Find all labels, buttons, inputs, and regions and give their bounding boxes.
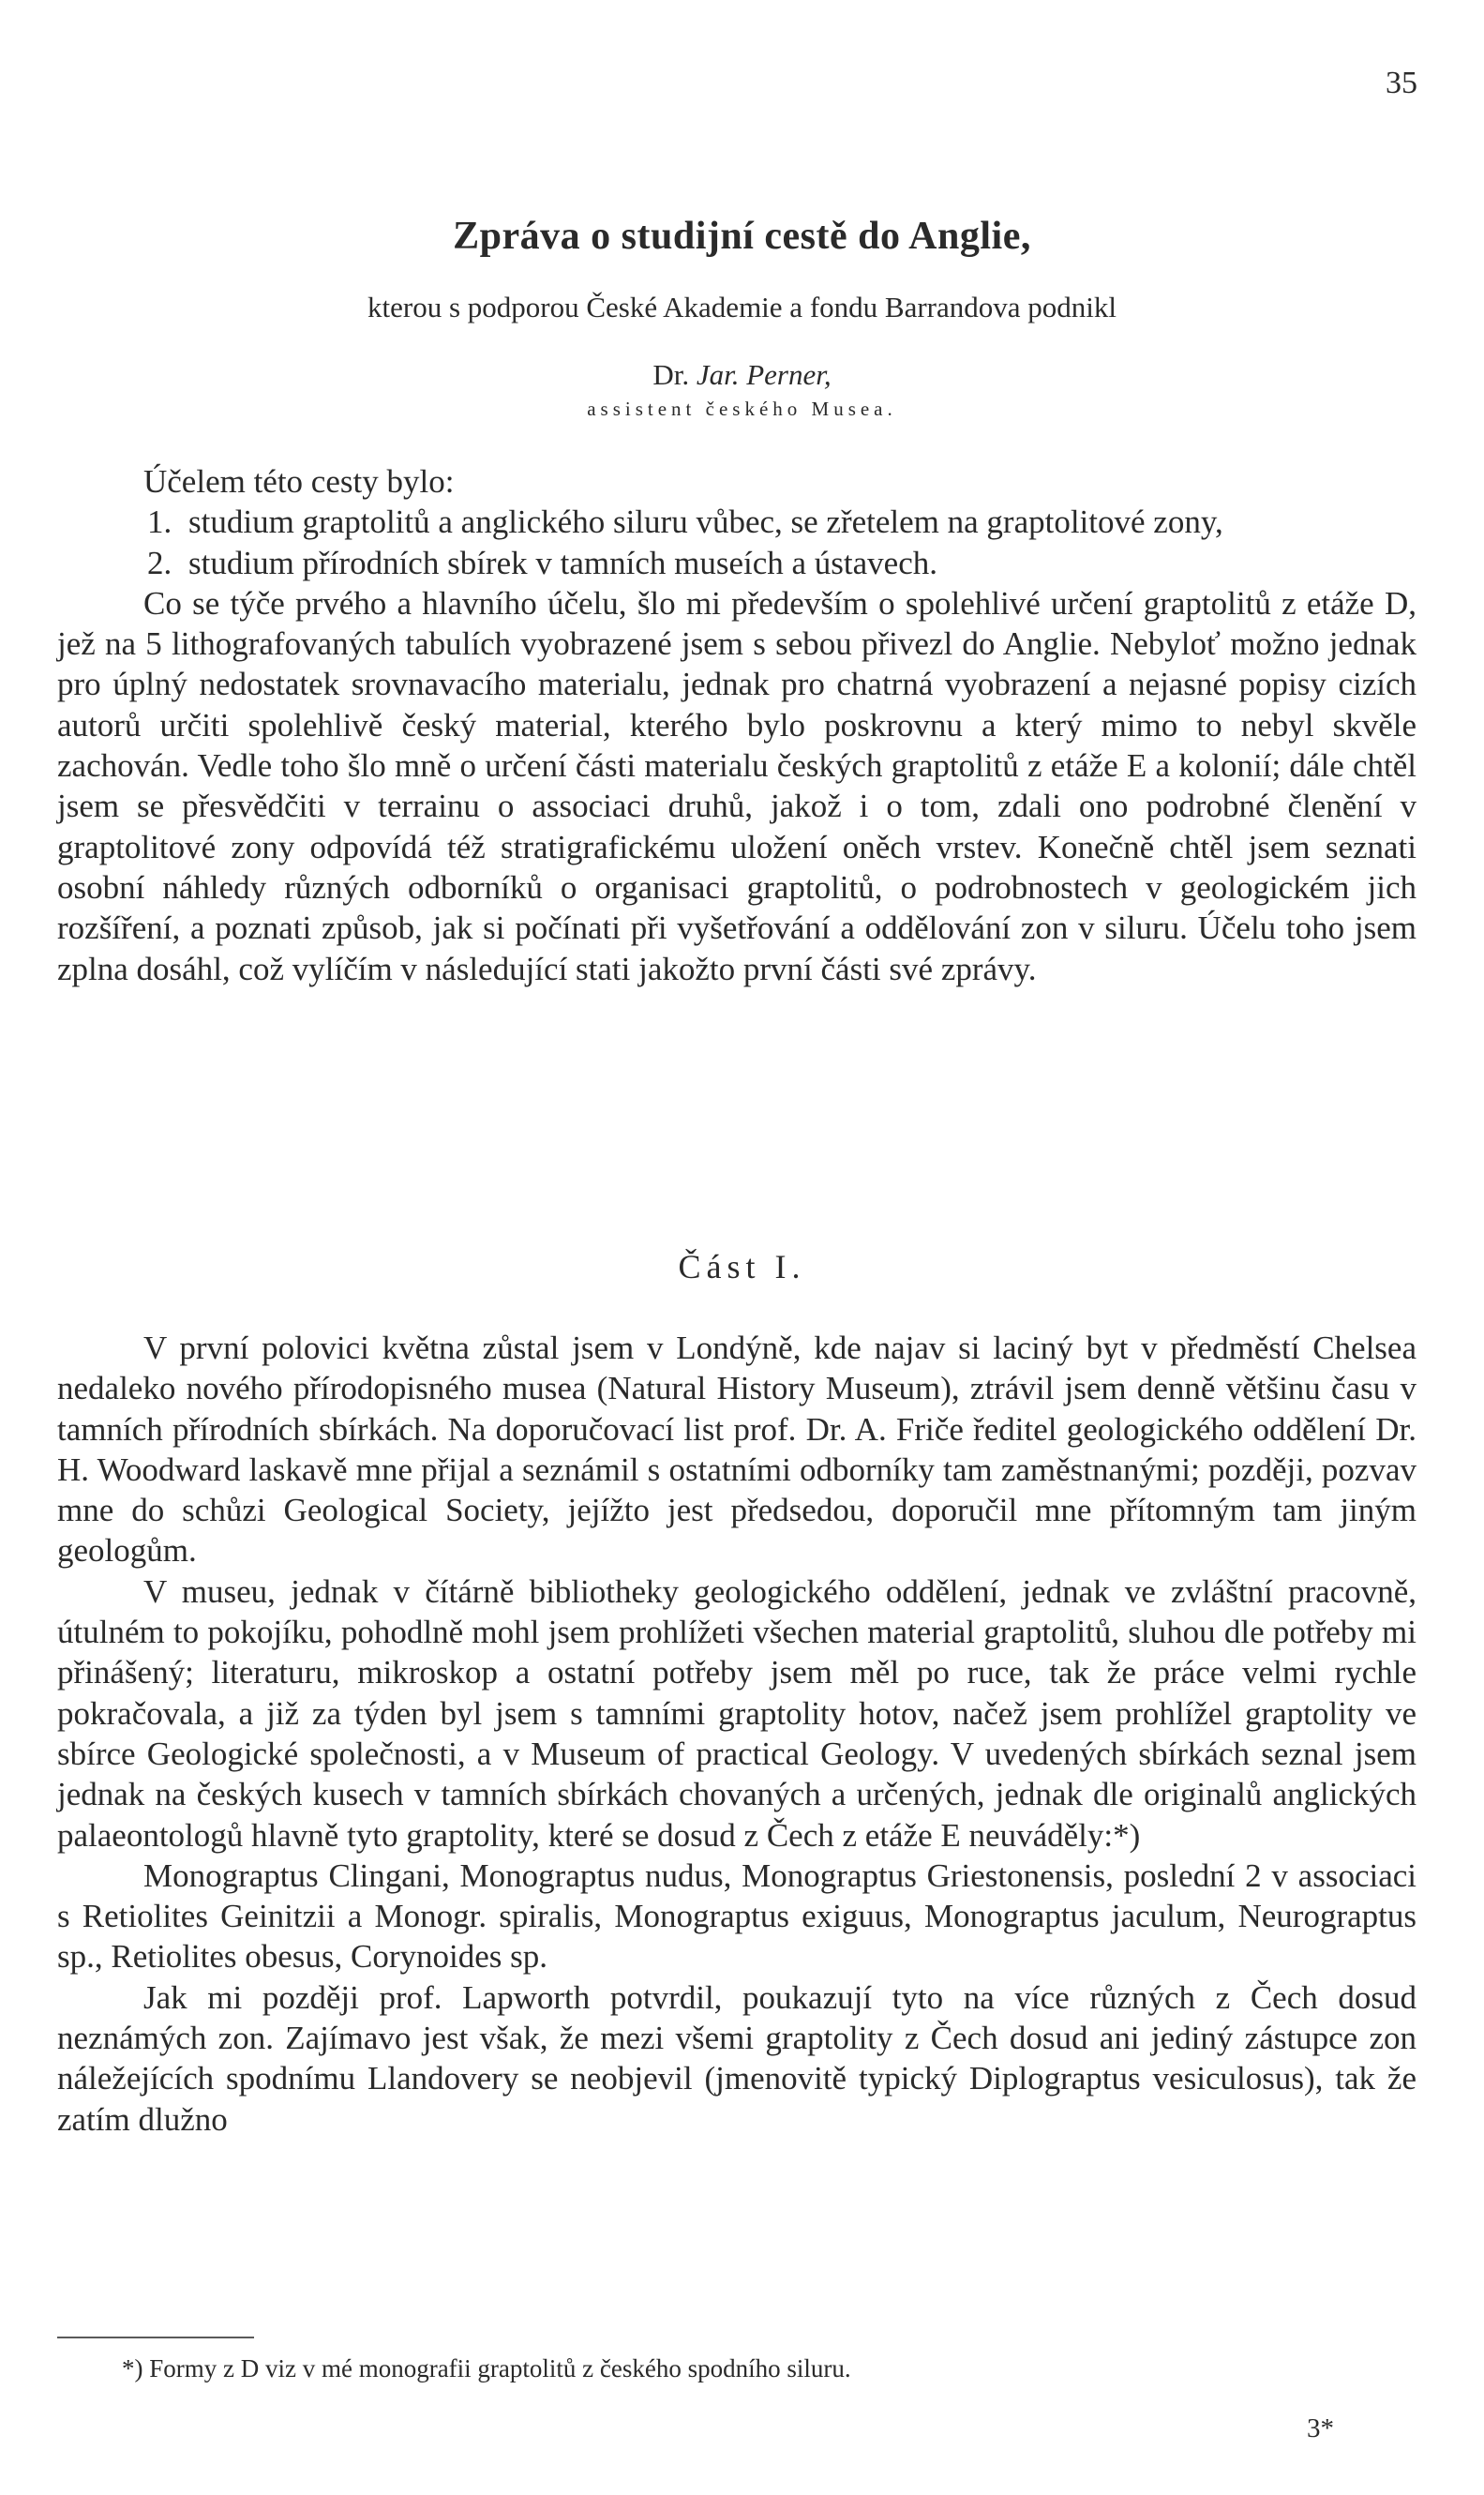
signature-mark: 3* [1307, 2413, 1334, 2443]
body-paragraph: V museu, jednak v čítárně bibliotheky geologického oddělení, jednak ve zvláštní pracovně, útulném to pokojíku, pohodlně mohl jsem prohlížeti všechen material graptolitů, sluhou dle potřeby mi přinášený; literaturu, mikroskop a ostatní potřeby jsem měl po ruce, tak že práce velmi rychle pokračovala, a již za týden byl jsem s tamními graptolity hotov, načež jsem prohlížel graptolity ve sbírce Geologické společnosti, a v Museum of practical Geology. V uvedených sbírkách seznal jsem jednak na českých kusech v tamních sbírkách chovaných a určených, jednak dle originalů anglických palaeontologů hlavně tyto graptolity, které se dosud z Čech z etáže E neuváděly:*) [57, 1572, 1417, 1854]
body-paragraph: V první polovici května zůstal jsem v Londýně, kde najav si laciný byt v předměstí Chelsea nedaleko nového přírodopisného musea (Natural History Museum), ztrávil jsem denně většinu času v tamních přírodních sbírkách. Na doporučovací list prof. Dr. A. Friče ředitel geologického oddělení Dr. H. Woodward laskavě mne přijal a seznámil s ostatními odborníky tam zaměstnanými; později, pozvav mne do schůzi Geological Society, jejížto jest předsedou, doporučil mne přítomným tam jiným geologům. [57, 1330, 1417, 1570]
body-paragraph: Monograptus Clingani, Monograptus nudus, Monograptus Griestonensis, poslední 2 v associaci s Retiolites Geinitzii a Monogr. spiralis, Monograptus exiguus, Monograptus jaculum, Neurograptus sp., Retiolites obesus, Corynoides sp. [57, 1856, 1417, 1976]
author-prefix: Dr. [652, 358, 690, 391]
list-item-number: 2. [147, 544, 172, 581]
author-affiliation: assistent českého Musea. [587, 398, 897, 420]
footnote-divider [57, 2337, 254, 2338]
article-title: Zpráva o studijní cestě do Anglie, [453, 215, 1031, 258]
body-paragraph: Jak mi později prof. Lapworth potvrdil, poukazují tyto na více různých z Čech dosud neznámých zon. Zajímavo jest však, že mezi všemi graptolity z Čech dosud ani jediný zástupce zon náležejících spodnímu Llandovery se neobjevil (jmenovitě typický Diplograptus vesiculosus), tak že zatím dlužno [57, 1978, 1417, 2138]
list-item [57, 543, 1417, 583]
section-heading: Část I. [678, 1248, 806, 1285]
article-subtitle: kterou s podporou České Akademie a fondu Barrandova podnikl [367, 291, 1117, 323]
intro-paragraph: Co se týče prvého a hlavního účelu, šlo mi především o spolehlivé určení graptolitů z etáže D, jež na 5 lithografovaných tabulích vyobrazené jsem s sebou přivezl do Anglie. Nebyloť možno jednak pro úplný nedostatek srovnavacího materialu, jednak pro chatrná vyobrazení a nejasné popisy cizích autorů určiti spolehlivě český material, kterého bylo poskrovnu a který mimo to nebyl skvěle zachován. Vedle toho šlo mně o určení části materialu českých graptolitů z etáže E a kolonií; dále chtěl jsem se přesvědčiti v terrainu o associaci druhů, jakož i o tom, zdali ono podrobné členění v graptolitové zony odpovídá též stratigrafickému uložení oněch vrstev. Konečně chtěl jsem seznati osobní náhledy různých odborníků o organisaci graptolitů, o podrobnostech v geologickém jich rozšíření, a poznati způsob, jak si počínati při vyšetřování a oddělování zon v siluru. Účelu toho jsem zplna dosáhl, což vylíčím v následující stati jakožto první části své zprávy. [57, 584, 1417, 987]
list-item-text: studium graptolitů a anglického siluru vůbec, se zřetelem na graptolitové zony, [188, 504, 1223, 541]
author-name: Jar. Perner, [696, 358, 832, 391]
list-item-number: 1. [147, 504, 172, 541]
footnote: *) Formy z D viz v mé monografii graptolitů z českého spodního siluru. [122, 2354, 851, 2382]
section-body [57, 1328, 1417, 2140]
author-line [0, 358, 1484, 392]
list-item [57, 502, 1417, 542]
page-number: 35 [1386, 66, 1417, 100]
list-item-text: studium přírodních sbírek v tamních museích a ústavech. [188, 544, 937, 581]
intro-lead: Účelem této cesty bylo: [143, 463, 455, 500]
intro-section [57, 461, 1417, 989]
